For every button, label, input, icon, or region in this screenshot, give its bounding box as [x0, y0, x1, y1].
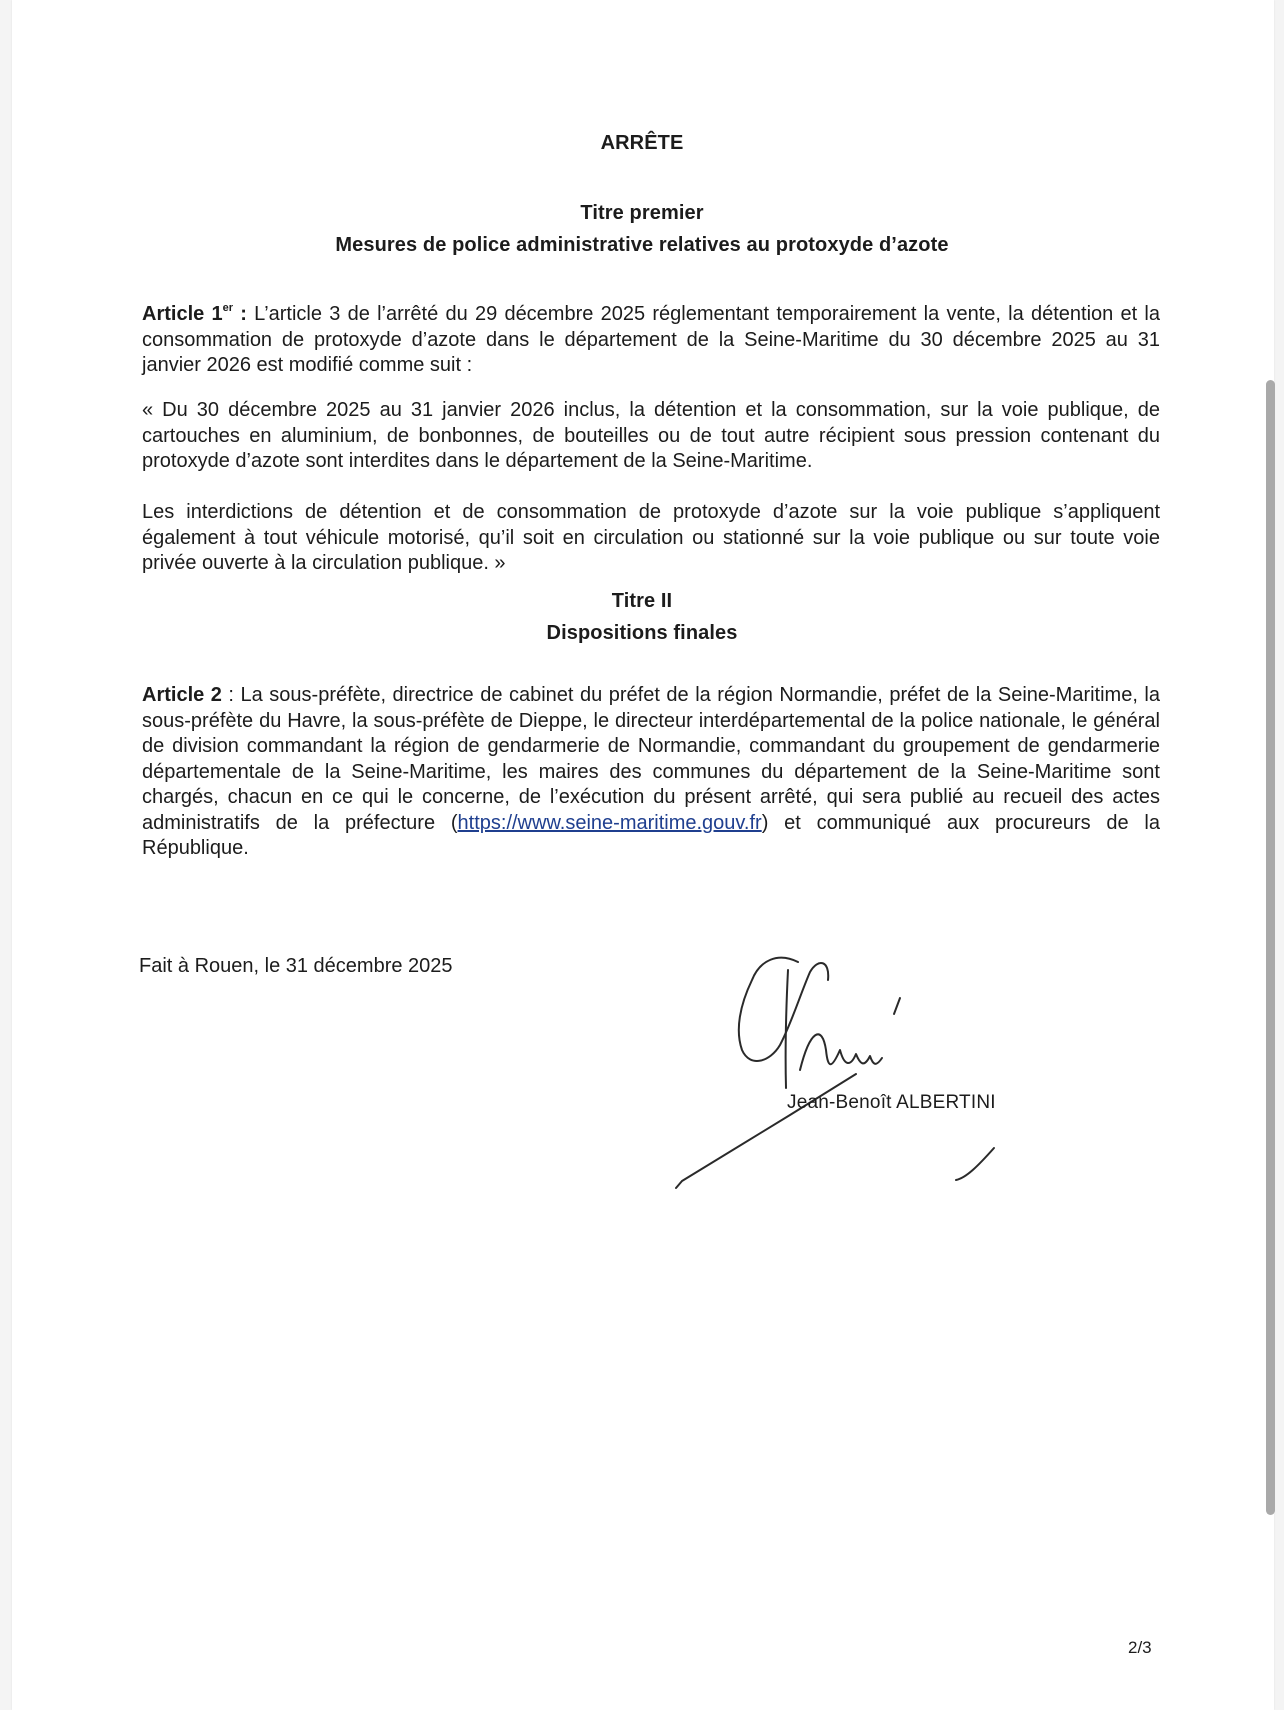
signatory-name: Jean-Benoît ALBERTINI	[787, 1092, 996, 1113]
article-2-text-after-link: ) et communiqué aux procureurs de la République.	[142, 811, 1160, 859]
signature-stroke-letters	[800, 1034, 882, 1070]
vertical-scrollbar-thumb[interactable]	[1266, 380, 1275, 1515]
article-1-quote-paragraph-2: Les interdictions de détention et de consommation de protoxyde d’azote sur la voie publique s’appliquent également à tout véhicule motorisé, qu’il soit en circulation ou stationné sur la voie publique ou sur toute voie privée ouverte à la circulation publique. »	[142, 501, 1160, 574]
article-1-paragraph	[142, 296, 1160, 379]
article-2-text-before-link: : La sous-préfète, directrice de cabinet du préfet de la région Normandie, préfet de la Seine-Maritime, la sous-préfète du Havre, la sous-préfète de Dieppe, le directeur interdépartemental de la police nationale, le général de division commandant la région de gendarmerie de Normandie, commandant du groupement de gendarmerie départementale de la Seine-Maritime, les maires des communes du département de la Seine-Maritime sont chargés, chacun en ce qui le concerne, de l’exécution du présent arrêté, qui sera publié au recueil des actes administratifs de la préfecture (	[142, 684, 1160, 834]
prefecture-website-link[interactable]: https://www.seine-maritime.gouv.fr	[457, 811, 762, 834]
signature-stroke-accent	[894, 998, 900, 1014]
document-heading: ARRÊTE	[600, 132, 684, 154]
article-2-paragraph	[142, 683, 1160, 862]
title-1-label: Titre premier	[580, 202, 704, 224]
title-2-subtitle: Dispositions finales	[546, 622, 738, 644]
place-and-date: Fait à Rouen, le 31 décembre 2025	[139, 955, 453, 977]
article-1-quote-paragraph-1: « Du 30 décembre 2025 au 31 janvier 2026 inclus, la détention et la consommation, sur la voie publique, de cartouches en aluminium, de bonbonnes, de bouteilles ou de tout autre récipient sous pression contenant du protoxyde d’azote sont interdites dans le département de la Seine-Maritime.	[142, 399, 1160, 472]
handwritten-signature	[660, 950, 1040, 1200]
article-1-intro: L’article 3 de l’arrêté du 29 décembre 2025 réglementant temporairement la vente, la détention et la consommation de protoxyde d’azote dans le département de la Seine-Maritime du 30 décembre 2025 au 31 janvier 2026 est modifié comme suit :	[142, 303, 1161, 376]
signature-stroke-end-tick	[956, 1148, 994, 1180]
title-2-label: Titre II	[611, 590, 673, 612]
article-2-label: Article 2	[142, 684, 222, 706]
signature-stroke-loop	[739, 958, 828, 1061]
title-1-subtitle: Mesures de police administrative relatives au protoxyde d’azote	[335, 234, 949, 256]
page-number: 2/3	[1128, 1638, 1152, 1657]
article-1-label: Article 1er :	[142, 302, 247, 325]
